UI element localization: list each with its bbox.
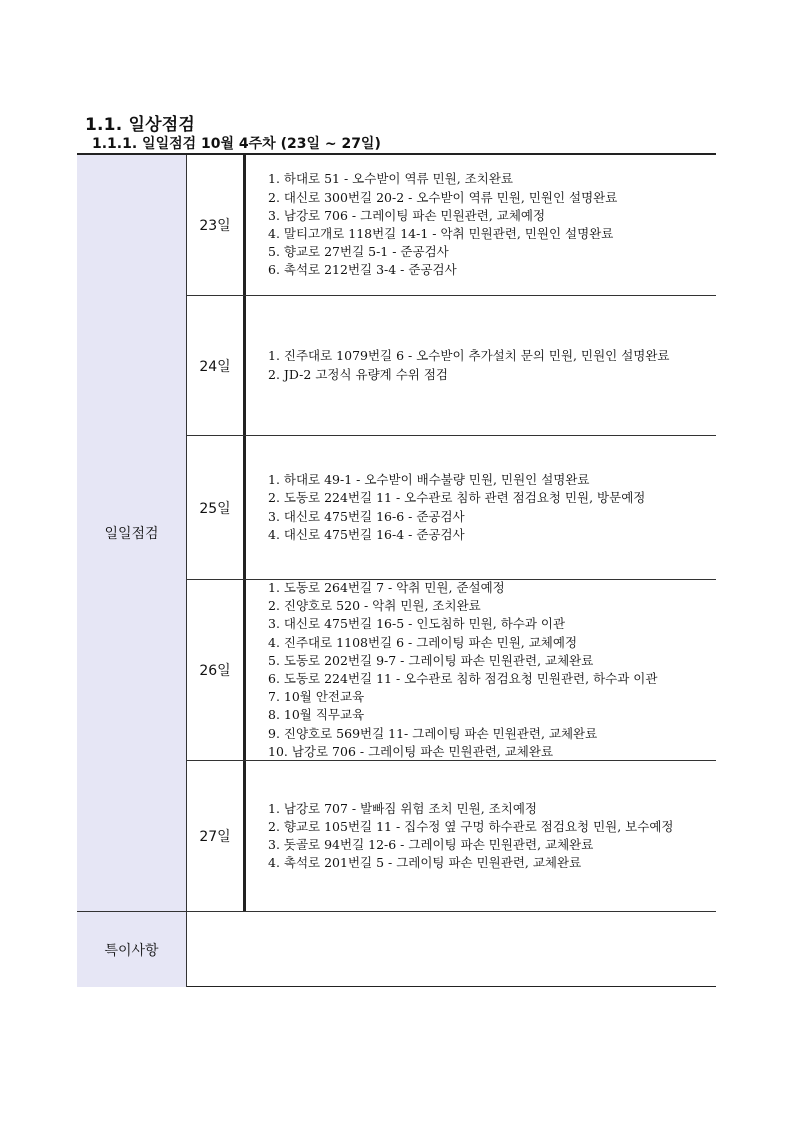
list-item: 7. 10월 안전교육 [268,689,365,705]
subsection-heading: 1.1.1. 일일점검 10월 4주차 (23일 ~ 27일) [92,136,381,152]
list-item: 5. 향교로 27번길 5-1 - 준공검사 [268,244,449,260]
list-item: 9. 진양호로 569번길 11- 그레이팅 파손 민원관련, 교체완료 [268,725,598,741]
day-cell: 27일 [187,761,246,911]
list-item: 2. 향교로 105번길 11 - 집수정 옆 구멍 하수관로 점검요청 민원, 보수예정 [268,818,674,834]
day-row [187,435,716,579]
list-item: 1. 하대로 51 - 오수받이 역류 민원, 조치완료 [268,171,513,187]
day-row [187,760,716,911]
special-notes-content [187,911,716,987]
list-item: 2. 대신로 300번길 20-2 - 오수받이 역류 민원, 민원인 설명완료 [268,189,618,205]
day-items [268,580,716,760]
list-item: 3. 돗골로 94번길 12-6 - 그레이팅 파손 민원관련, 교체완료 [268,837,594,852]
list-item: 3. 대신로 475번길 16-6 - 준공검사 [268,508,465,524]
list-item: 4. 진주대로 1108번길 6 - 그레이팅 파손 민원, 교체예정 [268,634,578,650]
list-item: 1. 도동로 264번길 7 - 악취 민원, 준설예정 [268,579,505,595]
day-cell: 25일 [187,436,246,579]
list-item: 10. 남강로 706 - 그레이팅 파손 민원관련, 교체완료 [268,743,554,759]
day-items [268,155,716,295]
day-row [187,579,716,760]
inspection-table [77,153,716,987]
category-cell: 일일점검 [77,155,187,911]
day-cell: 23일 [187,155,246,295]
special-notes-label: 특이사항 [77,911,187,987]
list-item: 1. 진주대로 1079번길 6 - 오수받이 추가설치 문의 민원, 민원인 설명완료 [268,348,670,364]
list-item: 8. 10월 직무교육 [268,707,365,723]
day-items [268,761,716,911]
list-item: 4. 대신로 475번길 16-4 - 준공검사 [268,526,465,542]
section-heading: 1.1. 일상점검 [85,115,195,135]
list-item: 5. 도동로 202번길 9-7 - 그레이팅 파손 민원관련, 교체완료 [268,652,594,668]
list-item: 4. 촉석로 201번길 5 - 그레이팅 파손 민원관련, 교체완료 [268,855,582,871]
day-cell: 24일 [187,296,246,435]
list-item: 2. JD-2 고정식 유량계 수위 점검 [268,366,448,382]
list-item: 6. 도동로 224번길 11 - 오수관로 침하 점검요청 민원관련, 하수과 이관 [268,671,658,686]
day-items [268,436,716,579]
day-row [187,295,716,435]
list-item: 1. 남강로 707 - 발빠짐 위험 조치 민원, 조치예정 [268,800,537,816]
list-item: 1. 하대로 49-1 - 오수받이 배수불량 민원, 민원인 설명완료 [268,472,590,488]
day-items [268,296,716,435]
list-item: 2. 진양호로 520 - 악취 민원, 조치완료 [268,598,481,614]
list-item: 2. 도동로 224번길 11 - 오수관로 침하 관련 점검요청 민원, 방문예정 [268,490,646,506]
list-item: 6. 촉석로 212번길 3-4 - 준공검사 [268,262,457,278]
day-cell: 26일 [187,580,246,760]
list-item: 4. 말티고개로 118번길 14-1 - 악취 민원관련, 민원인 설명완료 [268,226,614,241]
list-item: 3. 남강로 706 - 그레이팅 파손 민원관련, 교체예정 [268,207,546,223]
list-item: 3. 대신로 475번길 16-5 - 인도침하 민원, 하수과 이관 [268,616,566,632]
day-row [187,155,716,295]
